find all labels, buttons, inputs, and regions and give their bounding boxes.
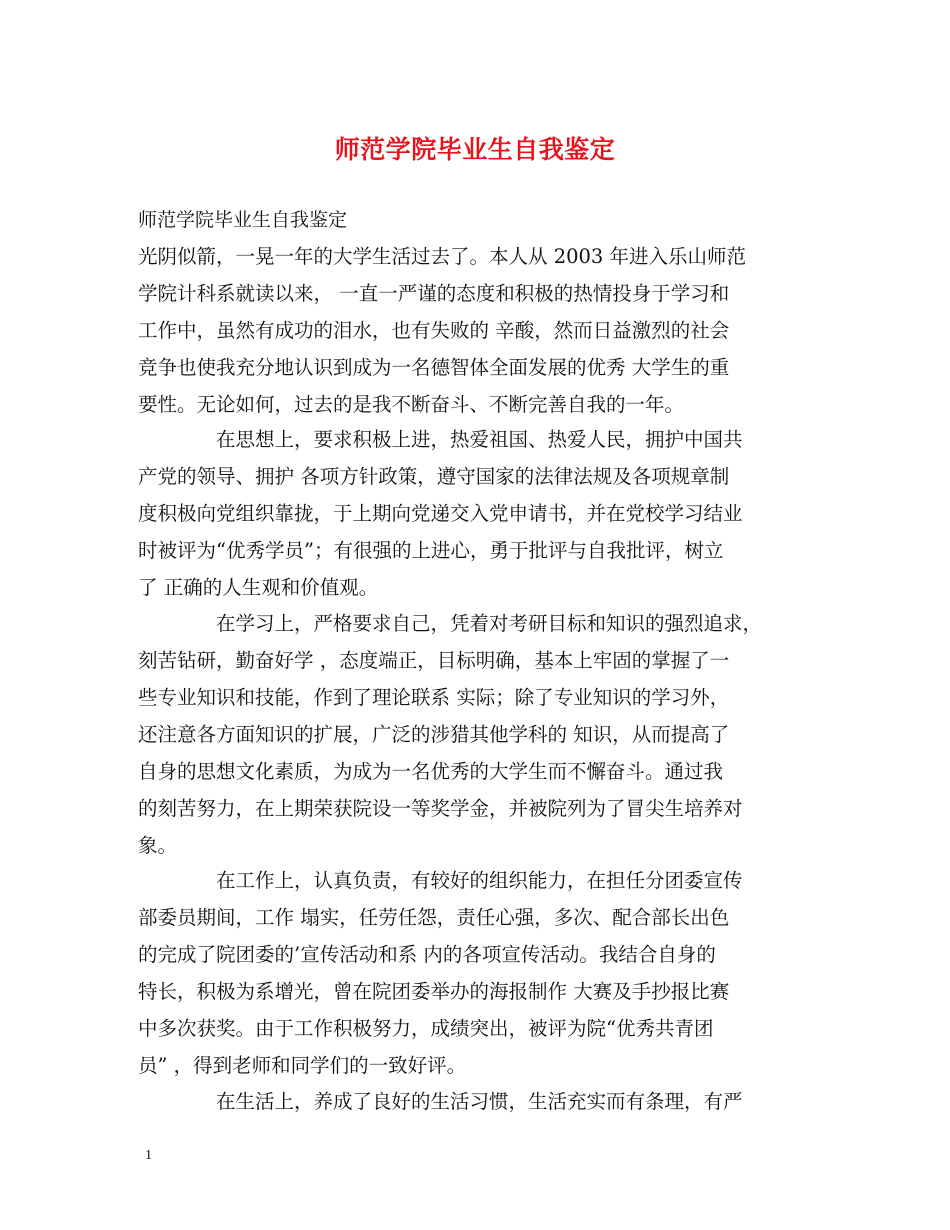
paragraph-line: 员” ，得到老师和同学们的一致好评。 (138, 1054, 467, 1077)
paragraph-line: 学院计科系就读以来， 一直一严谨的态度和积极的热情投身于学习和 (138, 282, 730, 305)
paragraph-line: 竞争也使我充分地认识到成为一名德智体全面发展的优秀 大学生的重 (138, 356, 730, 379)
paragraph-line: 时被评为“优秀学员”；有很强的上进心，勇于批评与自我批评，树立 (138, 539, 724, 562)
paragraph-line: 自身的思想文化素质，为成为一名优秀的大学生而不懈奋斗。通过我 (138, 760, 724, 783)
paragraph-line: 特长，积极为系增光，曾在院团委举办的海报制作 大赛及手抄报比赛 (138, 980, 730, 1003)
document-subhead: 师范学院毕业生自我鉴定 (138, 209, 348, 231)
paragraph-line: 些专业知识和技能，作到了理论联系 实际；除了专业知识的学习外， (138, 686, 730, 709)
paragraph-line: 了 正确的人生观和价值观。 (138, 576, 379, 599)
paragraph-line: 中多次获奖。由于工作积极努力，成绩突出，被评为院“优秀共青团 (138, 1017, 714, 1040)
paragraph-line: 在思想上，要求积极上进，热爱祖国、热爱人民，拥护中国共 (216, 428, 743, 451)
paragraph-line: 度积极向党组织靠拢，于上期向党递交入党申请书，并在党校学习结业 (138, 502, 743, 525)
paragraph-line: 的刻苦努力，在上期荣获院设一等奖学金，并被院列为了冒尖生培养对 (138, 797, 743, 820)
paragraph-line: 要性。无论如何，过去的是我不断奋斗、不断完善自我的一年。 (138, 393, 685, 416)
paragraph-line: 工作中，虽然有成功的泪水，也有失败的 辛酸，然而日益激烈的社会 (138, 319, 730, 342)
page-number: 1 (145, 1148, 152, 1163)
paragraph-line: 还注意各方面知识的扩展，广泛的涉猎其他学科的 知识，从而提高了 (138, 723, 730, 746)
paragraph-line: 在工作上，认真负责，有较好的组织能力，在担任分团委宣传 (216, 869, 743, 892)
paragraph-line: 产党的领导、拥护 各项方针政策，遵守国家的法律法规及各项规章制 (138, 465, 730, 488)
paragraph-line: 刻苦钻研，勤奋好学 ，态度端正，目标明确，基本上牢固的掌握了一 (138, 649, 730, 672)
paragraph-line: 象。 (138, 834, 178, 857)
paragraph-line: 在生活上，养成了良好的生活习惯，生活充实而有条理，有严 (216, 1090, 743, 1113)
paragraph-line: 在学习上，严格要求自己，凭着对考研目标和知识的强烈追求， (216, 612, 763, 635)
paragraph-line: 的完成了院团委的’宣传活动和系 内的各项宣传活动。我结合自身的 (138, 943, 716, 966)
paragraph-line: 光阴似箭，一晃一年的大学生活过去了。本人从 2003 年进入乐山师范 (138, 245, 747, 268)
paragraph-line: 部委员期间，工作 塌实，任劳任怨，责任心强，多次、配合部长出色 (138, 906, 730, 929)
document-title: 师范学院毕业生自我鉴定 (334, 135, 616, 164)
